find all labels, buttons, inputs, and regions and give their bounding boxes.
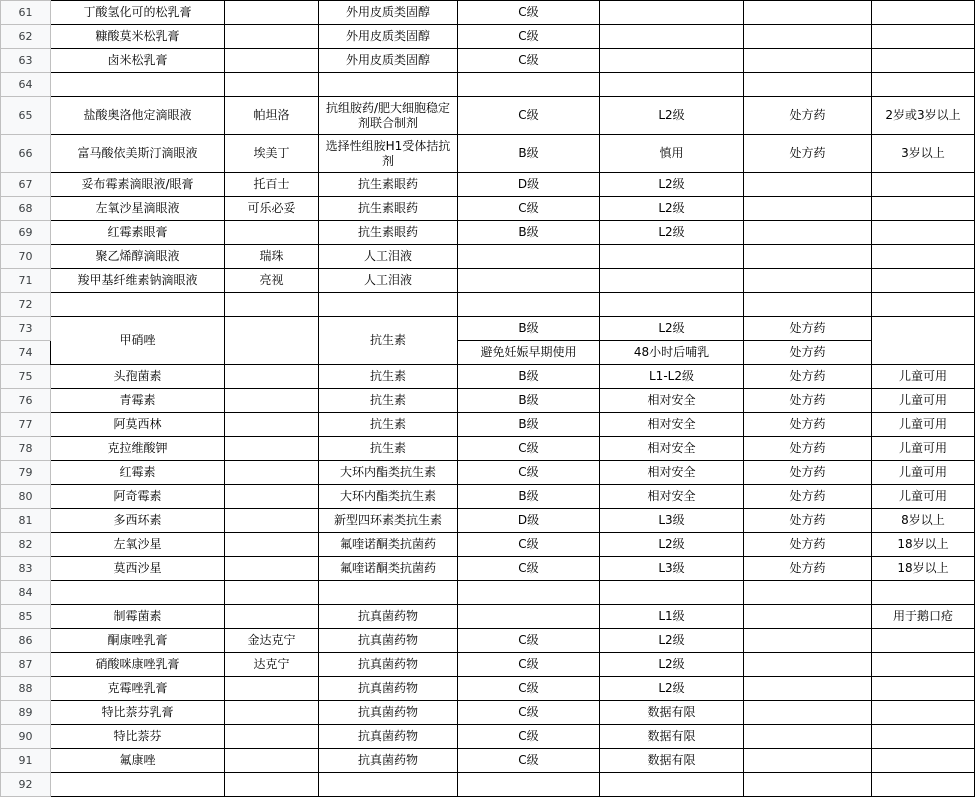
prescription-cell[interactable]: 处方药 xyxy=(744,509,872,533)
category-cell[interactable]: 外用皮质类固醇 xyxy=(319,25,458,49)
child-use-cell[interactable] xyxy=(872,725,975,749)
drug-name-cell[interactable]: 莫西沙星 xyxy=(51,557,225,581)
drug-name-cell[interactable]: 酮康唑乳膏 xyxy=(51,629,225,653)
category-cell[interactable]: 抗真菌药物 xyxy=(319,677,458,701)
row-number[interactable]: 92 xyxy=(1,773,51,797)
prescription-cell[interactable] xyxy=(744,773,872,797)
pregnancy-grade-cell[interactable]: C级 xyxy=(458,533,600,557)
row-number[interactable]: 81 xyxy=(1,509,51,533)
table-row xyxy=(1,173,975,197)
category-cell[interactable]: 抗真菌药物 xyxy=(319,605,458,629)
prescription-cell[interactable] xyxy=(744,73,872,97)
category-cell[interactable] xyxy=(319,773,458,797)
brand-name-cell[interactable] xyxy=(225,25,319,49)
drug-name-cell[interactable] xyxy=(51,773,225,797)
child-use-cell[interactable] xyxy=(872,221,975,245)
lactation-grade-cell[interactable]: 数据有限 xyxy=(600,725,744,749)
table-row xyxy=(1,725,975,749)
table-row xyxy=(1,25,975,49)
pregnancy-grade-cell[interactable]: D级 xyxy=(458,509,600,533)
lactation-grade-cell[interactable]: 相对安全 xyxy=(600,485,744,509)
child-use-cell[interactable] xyxy=(872,749,975,773)
drug-name-cell[interactable]: 富马酸依美斯汀滴眼液 xyxy=(51,135,225,173)
drug-name-cell[interactable]: 盐酸奥洛他定滴眼液 xyxy=(51,97,225,135)
pregnancy-grade-cell[interactable] xyxy=(458,293,600,317)
brand-name-cell[interactable] xyxy=(225,749,319,773)
pregnancy-grade-cell[interactable]: B级 xyxy=(458,389,600,413)
brand-name-cell[interactable]: 可乐必妥 xyxy=(225,197,319,221)
table-row xyxy=(1,245,975,269)
lactation-grade-cell[interactable] xyxy=(600,293,744,317)
child-use-cell[interactable] xyxy=(872,73,975,97)
drug-name-cell[interactable]: 阿奇霉素 xyxy=(51,485,225,509)
brand-name-cell[interactable] xyxy=(225,773,319,797)
table-row xyxy=(1,773,975,797)
pregnancy-grade-cell[interactable]: C级 xyxy=(458,437,600,461)
child-use-cell[interactable] xyxy=(872,629,975,653)
category-cell[interactable]: 抗生素眼药 xyxy=(319,173,458,197)
drug-name-cell[interactable]: 青霉素 xyxy=(51,389,225,413)
drug-name-cell[interactable]: 氟康唑 xyxy=(51,749,225,773)
table-row xyxy=(1,269,975,293)
brand-name-cell[interactable] xyxy=(225,677,319,701)
drug-name-cell[interactable]: 糠酸莫米松乳膏 xyxy=(51,25,225,49)
drug-name-cell[interactable]: 硝酸咪康唑乳膏 xyxy=(51,653,225,677)
row-number[interactable]: 91 xyxy=(1,749,51,773)
drug-name-cell[interactable]: 聚乙烯醇滴眼液 xyxy=(51,245,225,269)
pregnancy-grade-cell[interactable] xyxy=(458,581,600,605)
brand-name-cell[interactable]: 亮视 xyxy=(225,269,319,293)
category-cell[interactable]: 抗组胺药/肥大细胞稳定剂联合制剂 xyxy=(319,97,458,135)
lactation-grade-cell[interactable] xyxy=(600,73,744,97)
child-use-cell[interactable] xyxy=(872,269,975,293)
lactation-grade-cell[interactable]: L2级 xyxy=(600,533,744,557)
brand-name-cell[interactable]: 帕坦洛 xyxy=(225,97,319,135)
brand-name-cell[interactable]: 瑞珠 xyxy=(225,245,319,269)
brand-name-cell[interactable] xyxy=(225,701,319,725)
table-row xyxy=(1,97,975,135)
row-number[interactable]: 62 xyxy=(1,25,51,49)
prescription-cell[interactable] xyxy=(744,293,872,317)
drug-name-cell[interactable]: 特比萘芬 xyxy=(51,725,225,749)
lactation-grade-cell[interactable] xyxy=(600,773,744,797)
child-use-cell[interactable]: 儿童可用 xyxy=(872,437,975,461)
lactation-grade-cell[interactable]: 相对安全 xyxy=(600,437,744,461)
table-row xyxy=(1,557,975,581)
drug-name-cell[interactable]: 卤米松乳膏 xyxy=(51,49,225,73)
child-use-cell[interactable] xyxy=(872,773,975,797)
brand-name-cell[interactable] xyxy=(225,581,319,605)
pregnancy-grade-cell[interactable]: C级 xyxy=(458,749,600,773)
drug-name-cell[interactable]: 左氧沙星 xyxy=(51,533,225,557)
brand-name-cell[interactable] xyxy=(225,365,319,389)
category-cell[interactable]: 氟喹诺酮类抗菌药 xyxy=(319,533,458,557)
prescription-cell[interactable] xyxy=(744,581,872,605)
lactation-grade-cell[interactable] xyxy=(600,25,744,49)
row-number[interactable]: 77 xyxy=(1,413,51,437)
table-row xyxy=(1,605,975,629)
lactation-grade-cell[interactable]: L3级 xyxy=(600,557,744,581)
child-use-cell[interactable] xyxy=(872,701,975,725)
prescription-cell[interactable] xyxy=(744,49,872,73)
table-row xyxy=(1,437,975,461)
table-row xyxy=(1,73,975,97)
category-cell[interactable]: 外用皮质类固醇 xyxy=(319,49,458,73)
prescription-cell[interactable] xyxy=(744,173,872,197)
pregnancy-grade-cell[interactable]: B级 xyxy=(458,485,600,509)
table-row xyxy=(1,317,975,341)
prescription-cell[interactable]: 处方药 xyxy=(744,317,872,341)
lactation-grade-cell[interactable]: 相对安全 xyxy=(600,461,744,485)
pregnancy-grade-cell[interactable]: C级 xyxy=(458,701,600,725)
row-number[interactable]: 83 xyxy=(1,557,51,581)
prescription-cell[interactable]: 处方药 xyxy=(744,413,872,437)
lactation-grade-cell[interactable]: L2级 xyxy=(600,677,744,701)
row-number[interactable]: 66 xyxy=(1,135,51,173)
lactation-grade-cell[interactable] xyxy=(600,269,744,293)
drug-name-cell[interactable]: 制霉菌素 xyxy=(51,605,225,629)
prescription-cell[interactable] xyxy=(744,245,872,269)
brand-name-cell[interactable] xyxy=(225,533,319,557)
category-cell[interactable]: 抗生素 xyxy=(319,413,458,437)
lactation-grade-cell[interactable]: 相对安全 xyxy=(600,413,744,437)
brand-name-cell[interactable] xyxy=(225,49,319,73)
prescription-cell[interactable] xyxy=(744,269,872,293)
child-use-cell[interactable] xyxy=(872,653,975,677)
table-row xyxy=(1,461,975,485)
prescription-cell[interactable]: 处方药 xyxy=(744,461,872,485)
drug-name-cell[interactable]: 阿莫西林 xyxy=(51,413,225,437)
drug-name-cell[interactable]: 特比萘芬乳膏 xyxy=(51,701,225,725)
prescription-cell[interactable] xyxy=(744,629,872,653)
child-use-cell[interactable] xyxy=(872,173,975,197)
row-number[interactable]: 79 xyxy=(1,461,51,485)
lactation-grade-cell[interactable]: L2级 xyxy=(600,97,744,135)
row-number[interactable]: 85 xyxy=(1,605,51,629)
prescription-cell[interactable] xyxy=(744,677,872,701)
pregnancy-grade-cell[interactable]: C级 xyxy=(458,557,600,581)
prescription-cell[interactable]: 处方药 xyxy=(744,135,872,173)
row-number[interactable]: 67 xyxy=(1,173,51,197)
row-number[interactable]: 86 xyxy=(1,629,51,653)
row-number[interactable]: 78 xyxy=(1,437,51,461)
drug-name-cell[interactable]: 左氧沙星滴眼液 xyxy=(51,197,225,221)
child-use-cell[interactable]: 3岁以上 xyxy=(872,135,975,173)
lactation-grade-cell[interactable] xyxy=(600,581,744,605)
brand-name-cell[interactable] xyxy=(225,73,319,97)
pregnancy-grade-cell[interactable]: B级 xyxy=(458,317,600,341)
prescription-cell[interactable] xyxy=(744,605,872,629)
lactation-grade-cell[interactable]: L1级 xyxy=(600,605,744,629)
table-row xyxy=(1,509,975,533)
pregnancy-grade-cell[interactable]: 避免妊娠早期使用 xyxy=(458,341,600,365)
pregnancy-grade-cell[interactable]: C级 xyxy=(458,677,600,701)
category-cell[interactable]: 抗生素眼药 xyxy=(319,197,458,221)
pregnancy-grade-cell[interactable] xyxy=(458,73,600,97)
prescription-cell[interactable] xyxy=(744,25,872,49)
prescription-cell[interactable] xyxy=(744,221,872,245)
category-cell[interactable] xyxy=(319,581,458,605)
table-row xyxy=(1,581,975,605)
category-cell[interactable]: 抗真菌药物 xyxy=(319,749,458,773)
table-row xyxy=(1,365,975,389)
child-use-cell[interactable] xyxy=(872,49,975,73)
row-number[interactable]: 90 xyxy=(1,725,51,749)
brand-name-cell[interactable]: 托百士 xyxy=(225,173,319,197)
lactation-grade-cell[interactable]: L2级 xyxy=(600,173,744,197)
category-cell[interactable]: 抗真菌药物 xyxy=(319,725,458,749)
lactation-grade-cell[interactable]: L2级 xyxy=(600,629,744,653)
category-cell[interactable]: 人工泪液 xyxy=(319,269,458,293)
brand-name-cell[interactable] xyxy=(225,509,319,533)
lactation-grade-cell[interactable]: L2级 xyxy=(600,317,744,341)
brand-name-cell[interactable] xyxy=(225,725,319,749)
lactation-grade-cell[interactable]: L3级 xyxy=(600,509,744,533)
lactation-grade-cell[interactable]: 数据有限 xyxy=(600,701,744,725)
category-cell[interactable]: 抗生素 xyxy=(319,389,458,413)
drug-name-cell[interactable] xyxy=(51,581,225,605)
child-use-cell[interactable] xyxy=(872,245,975,269)
table-row xyxy=(1,389,975,413)
table-row xyxy=(1,749,975,773)
drug-name-cell[interactable]: 多西环素 xyxy=(51,509,225,533)
pregnancy-grade-cell[interactable]: B级 xyxy=(458,221,600,245)
category-cell[interactable]: 氟喹诺酮类抗菌药 xyxy=(319,557,458,581)
pregnancy-grade-cell[interactable]: B级 xyxy=(458,365,600,389)
lactation-grade-cell[interactable] xyxy=(600,1,744,25)
brand-name-cell[interactable] xyxy=(225,461,319,485)
drug-name-cell[interactable]: 甲硝唑 xyxy=(51,317,225,365)
child-use-cell[interactable]: 18岁以上 xyxy=(872,557,975,581)
drug-name-cell[interactable]: 妥布霉素滴眼液/眼膏 xyxy=(51,173,225,197)
pregnancy-grade-cell[interactable]: B级 xyxy=(458,413,600,437)
table-row xyxy=(1,221,975,245)
child-use-cell[interactable] xyxy=(872,677,975,701)
lactation-grade-cell[interactable]: L2级 xyxy=(600,221,744,245)
table-row xyxy=(1,1,975,25)
pregnancy-grade-cell[interactable]: C级 xyxy=(458,653,600,677)
row-number[interactable]: 65 xyxy=(1,97,51,135)
child-use-cell[interactable] xyxy=(872,1,975,25)
child-use-cell[interactable]: 8岁以上 xyxy=(872,509,975,533)
brand-name-cell[interactable]: 达克宁 xyxy=(225,653,319,677)
row-number[interactable]: 84 xyxy=(1,581,51,605)
brand-name-cell[interactable] xyxy=(225,605,319,629)
prescription-cell[interactable] xyxy=(744,725,872,749)
row-number[interactable]: 82 xyxy=(1,533,51,557)
brand-name-cell[interactable] xyxy=(225,437,319,461)
row-number[interactable]: 76 xyxy=(1,389,51,413)
prescription-cell[interactable]: 处方药 xyxy=(744,437,872,461)
category-cell[interactable]: 抗生素 xyxy=(319,317,458,365)
pregnancy-grade-cell[interactable]: B级 xyxy=(458,135,600,173)
prescription-cell[interactable] xyxy=(744,701,872,725)
row-number[interactable]: 70 xyxy=(1,245,51,269)
child-use-cell[interactable]: 2岁或3岁以上 xyxy=(872,97,975,135)
child-use-cell[interactable]: 儿童可用 xyxy=(872,413,975,437)
brand-name-cell[interactable] xyxy=(225,389,319,413)
row-number[interactable]: 89 xyxy=(1,701,51,725)
row-number[interactable]: 74 xyxy=(1,341,51,365)
category-cell[interactable]: 抗真菌药物 xyxy=(319,653,458,677)
drug-name-cell[interactable]: 红霉素眼膏 xyxy=(51,221,225,245)
category-cell[interactable]: 大环内酯类抗生素 xyxy=(319,461,458,485)
child-use-cell[interactable] xyxy=(872,317,975,365)
category-cell[interactable]: 外用皮质类固醇 xyxy=(319,1,458,25)
lactation-grade-cell[interactable]: 慎用 xyxy=(600,135,744,173)
brand-name-cell[interactable] xyxy=(225,293,319,317)
child-use-cell[interactable]: 18岁以上 xyxy=(872,533,975,557)
lactation-grade-cell[interactable] xyxy=(600,245,744,269)
child-use-cell[interactable] xyxy=(872,25,975,49)
row-number[interactable]: 87 xyxy=(1,653,51,677)
child-use-cell[interactable]: 儿童可用 xyxy=(872,389,975,413)
row-number[interactable]: 72 xyxy=(1,293,51,317)
pregnancy-grade-cell[interactable] xyxy=(458,773,600,797)
brand-name-cell[interactable] xyxy=(225,485,319,509)
child-use-cell[interactable]: 儿童可用 xyxy=(872,461,975,485)
pregnancy-grade-cell[interactable]: C级 xyxy=(458,197,600,221)
prescription-cell[interactable]: 处方药 xyxy=(744,97,872,135)
category-cell[interactable]: 抗生素眼药 xyxy=(319,221,458,245)
table-row xyxy=(1,629,975,653)
row-number[interactable]: 75 xyxy=(1,365,51,389)
brand-name-cell[interactable] xyxy=(225,221,319,245)
sheet-body xyxy=(1,1,975,797)
child-use-cell[interactable]: 用于鹅口疮 xyxy=(872,605,975,629)
brand-name-cell[interactable] xyxy=(225,317,319,365)
category-cell[interactable]: 人工泪液 xyxy=(319,245,458,269)
category-cell[interactable]: 抗真菌药物 xyxy=(319,629,458,653)
prescription-cell[interactable] xyxy=(744,1,872,25)
drug-name-cell[interactable] xyxy=(51,293,225,317)
table-row xyxy=(1,197,975,221)
pregnancy-grade-cell[interactable]: C级 xyxy=(458,49,600,73)
lactation-grade-cell[interactable] xyxy=(600,49,744,73)
category-cell[interactable]: 抗生素 xyxy=(319,437,458,461)
prescription-cell[interactable]: 处方药 xyxy=(744,389,872,413)
drug-name-cell[interactable]: 羧甲基纤维素钠滴眼液 xyxy=(51,269,225,293)
lactation-grade-cell[interactable]: L1-L2级 xyxy=(600,365,744,389)
table-row xyxy=(1,485,975,509)
lactation-grade-cell[interactable]: 相对安全 xyxy=(600,389,744,413)
pregnancy-grade-cell[interactable] xyxy=(458,269,600,293)
child-use-cell[interactable] xyxy=(872,581,975,605)
child-use-cell[interactable]: 儿童可用 xyxy=(872,485,975,509)
category-cell[interactable]: 大环内酯类抗生素 xyxy=(319,485,458,509)
lactation-grade-cell[interactable]: 数据有限 xyxy=(600,749,744,773)
category-cell[interactable]: 选择性组胺H1受体拮抗剂 xyxy=(319,135,458,173)
lactation-grade-cell[interactable]: L2级 xyxy=(600,653,744,677)
category-cell[interactable]: 新型四环素类抗生素 xyxy=(319,509,458,533)
lactation-grade-cell[interactable]: L2级 xyxy=(600,197,744,221)
row-number[interactable]: 69 xyxy=(1,221,51,245)
pregnancy-grade-cell[interactable]: C级 xyxy=(458,461,600,485)
prescription-cell[interactable]: 处方药 xyxy=(744,533,872,557)
child-use-cell[interactable] xyxy=(872,197,975,221)
prescription-cell[interactable]: 处方药 xyxy=(744,485,872,509)
row-number[interactable]: 88 xyxy=(1,677,51,701)
category-cell[interactable] xyxy=(319,73,458,97)
drug-name-cell[interactable]: 头孢菌素 xyxy=(51,365,225,389)
row-number[interactable]: 61 xyxy=(1,1,51,25)
table-row xyxy=(1,293,975,317)
brand-name-cell[interactable] xyxy=(225,557,319,581)
pregnancy-grade-cell[interactable]: C级 xyxy=(458,25,600,49)
pregnancy-grade-cell[interactable] xyxy=(458,245,600,269)
row-number[interactable]: 80 xyxy=(1,485,51,509)
pregnancy-grade-cell[interactable] xyxy=(458,605,600,629)
row-number[interactable]: 63 xyxy=(1,49,51,73)
brand-name-cell[interactable]: 金达克宁 xyxy=(225,629,319,653)
row-number[interactable]: 71 xyxy=(1,269,51,293)
brand-name-cell[interactable]: 埃美丁 xyxy=(225,135,319,173)
prescription-cell[interactable] xyxy=(744,653,872,677)
table-row xyxy=(1,135,975,173)
brand-name-cell[interactable] xyxy=(225,1,319,25)
prescription-cell[interactable]: 处方药 xyxy=(744,557,872,581)
row-number[interactable]: 64 xyxy=(1,73,51,97)
pregnancy-grade-cell[interactable]: C级 xyxy=(458,629,600,653)
child-use-cell[interactable]: 儿童可用 xyxy=(872,365,975,389)
prescription-cell[interactable]: 处方药 xyxy=(744,341,872,365)
prescription-cell[interactable]: 处方药 xyxy=(744,365,872,389)
drug-name-cell[interactable]: 丁酸氢化可的松乳膏 xyxy=(51,1,225,25)
brand-name-cell[interactable] xyxy=(225,413,319,437)
row-number[interactable]: 68 xyxy=(1,197,51,221)
drug-name-cell[interactable]: 克霉唑乳膏 xyxy=(51,677,225,701)
drug-name-cell[interactable]: 红霉素 xyxy=(51,461,225,485)
pregnancy-grade-cell[interactable]: C级 xyxy=(458,97,600,135)
table-row xyxy=(1,677,975,701)
category-cell[interactable]: 抗真菌药物 xyxy=(319,701,458,725)
drug-name-cell[interactable] xyxy=(51,73,225,97)
pregnancy-grade-cell[interactable]: D级 xyxy=(458,173,600,197)
category-cell[interactable]: 抗生素 xyxy=(319,365,458,389)
lactation-grade-cell[interactable]: 48小时后哺乳 xyxy=(600,341,744,365)
pregnancy-grade-cell[interactable]: C级 xyxy=(458,1,600,25)
row-number[interactable]: 73 xyxy=(1,317,51,341)
prescription-cell[interactable] xyxy=(744,197,872,221)
pregnancy-grade-cell[interactable]: C级 xyxy=(458,725,600,749)
prescription-cell[interactable] xyxy=(744,749,872,773)
drug-name-cell[interactable]: 克拉维酸钾 xyxy=(51,437,225,461)
table-row xyxy=(1,701,975,725)
table-row xyxy=(1,533,975,557)
table-row xyxy=(1,653,975,677)
table-row xyxy=(1,413,975,437)
table-row xyxy=(1,49,975,73)
child-use-cell[interactable] xyxy=(872,293,975,317)
category-cell[interactable] xyxy=(319,293,458,317)
